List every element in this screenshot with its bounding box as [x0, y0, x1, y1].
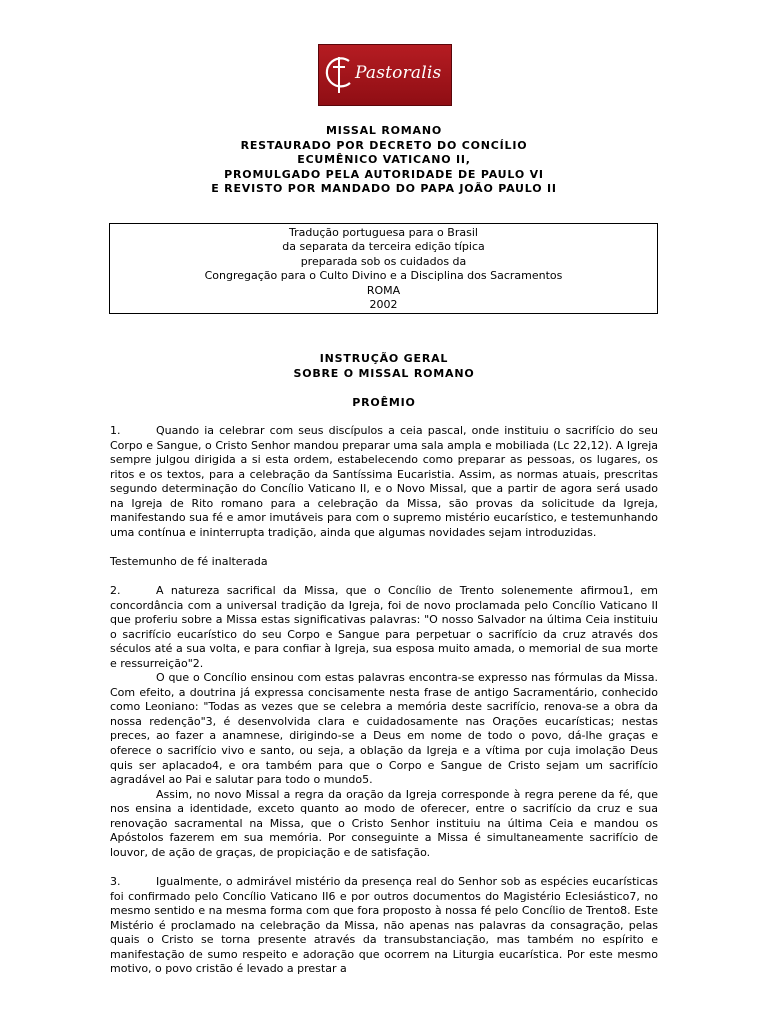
paragraph-3 [110, 875, 658, 977]
paragraph-number: 1. [110, 424, 121, 437]
title-line: RESTAURADO POR DECRETO DO CONCÍLIO [240, 138, 528, 152]
paragraph-number: 2. [110, 584, 121, 598]
box-line: 2002 [369, 298, 398, 312]
box-line: Congregação para o Culto Divino e a Disciplina dos Sacramentos [204, 269, 563, 283]
paragraph-text: Quando ia celebrar com seus discípulos a ceia pascal, onde instituiu o sacrifício do seu Corpo e Sangue, o Cristo Senhor mandou preparar uma sala ampla e mobiliada (Lc 22,12). A Igreja sempre julgou dirigida a si esta ordem, estabelecendo como preparar as pessoas, os lugares, os ritos e os textos, para a celebração da Santíssima Eucaristia. Assim, as normas atuais, prescritas segundo determinação do Concílio Vaticano II, e o Novo Missal, que a partir de agora será usado na Igreja de Rito romano para a celebração da Missa, são provas da solicitude da Igreja, manifestando sua fé e amor imutáveis para com o supremo mistério eucarístico, e testemunhando uma contínua e ininterrupta tradição, ainda que algumas novidades sejam introduzidas. [110, 424, 658, 539]
paragraph-2c: Assim, no novo Missal a regra da oração da Igreja corresponde à regra perene da fé, que nos ensina a identidade, exceto quanto ao modo de oferecer, entre o sacrifício da cruz e sua renovação sacramental na Missa, que o Cristo Senhor instituiu na última Ceia e mandou os Apóstolos fazerem em sua memória. Por conseguinte a Missa é simultaneamente sacrifício de louvor, de ação de graças, de propiciação e de satisfação. [110, 787, 658, 859]
document-title [110, 124, 658, 197]
document-body [110, 424, 658, 977]
title-line: E REVISTO POR MANDADO DO PAPA JOÃO PAULO II [211, 182, 557, 196]
box-line: ROMA [366, 283, 401, 297]
proemio-heading [110, 396, 658, 411]
heading-line: INSTRUÇÃO GERAL [319, 352, 449, 365]
box-line: da separata da terceira edição típica [282, 240, 485, 254]
paragraph-2 [110, 584, 658, 671]
section-heading [110, 352, 658, 381]
logo-text: Pastoralis [355, 63, 442, 83]
box-line: Tradução portuguesa para o Brasil [289, 226, 478, 239]
paragraph-number: 3. [110, 874, 121, 888]
proemio-label: PROÊMIO [352, 396, 416, 409]
title-line: PROMULGADO PELA AUTORIDADE DE PAULO VI [224, 167, 544, 181]
pastoralis-logo [318, 44, 452, 106]
box-line: preparada sob os cuidados da [300, 254, 467, 268]
cross-circle-icon [323, 53, 357, 97]
title-line: ECUMÊNICO VATICANO II, [297, 153, 471, 167]
heading-line: SOBRE O MISSAL ROMANO [293, 366, 475, 380]
paragraph-text: Igualmente, o admirável mistério da presença real do Senhor sob as espécies eucarísticas foi confirmado pelo Concílio Vaticano II6 e por outros documentos do Magistério Eclesiástico7, no mesmo sentido e na mesma forma com que fora proposto à nossa fé pelo Concílio de Trento8. Este Mistério é proclamado na celebração da Missa, não apenas nas palavras da consagração, pelas quais o Cristo se torna presente através da transubstanciação, mas também no espírito e manifestação de sumo respeito e adoração que ocorrem na Liturgia eucarística. Por este mesmo motivo, o povo cristão é levado a prestar a [110, 874, 658, 976]
subheading: Testemunho de fé inalterada [110, 554, 268, 568]
translation-info-box [109, 223, 658, 314]
title-line: MISSAL ROMANO [326, 124, 442, 137]
paragraph-text: A natureza sacrifical da Missa, que o Concílio de Trento solenemente afirmou1, em concordância com a universal tradição da Igreja, foi de novo proclamada pelo Concílio Vaticano II que proferiu sobre a Missa estas significativas palavras: "O nosso Salvador na última Ceia instituiu o sacrifício eucarístico do seu Corpo e Sangue para perpetuar o sacrifício da cruz através dos séculos até a sua volta, e para confiar à Igreja, sua esposa muito amada, o memorial de sua morte e ressurreição"2. [110, 584, 658, 670]
paragraph-1 [110, 424, 658, 540]
paragraph-2b: O que o Concílio ensinou com estas palavras encontra-se expresso nas fórmulas da Missa. Com efeito, a doutrina já expressa concisamente nesta frase de antigo Sacramentário, conhecido como Leoniano: "Todas as vezes que se celebra a memória deste sacrifício, renova-se a obra da nossa redenção"3, é desenvolvida clara e cuidadosamente nas Orações eucarísticas; nestas preces, ao fazer a anamnese, dirigindo-se a Deus em nome de todo o povo, dá-lhe graças e oferece o sacrifício vivo e santo, ou seja, a oblação da Igreja e a vítima por cuja imolação Deus quis ser aplacado4, e ora também para que o Corpo e Sangue de Cristo sejam um sacrifício agradável ao Pai e salutar para todo o mundo5. [110, 671, 658, 787]
